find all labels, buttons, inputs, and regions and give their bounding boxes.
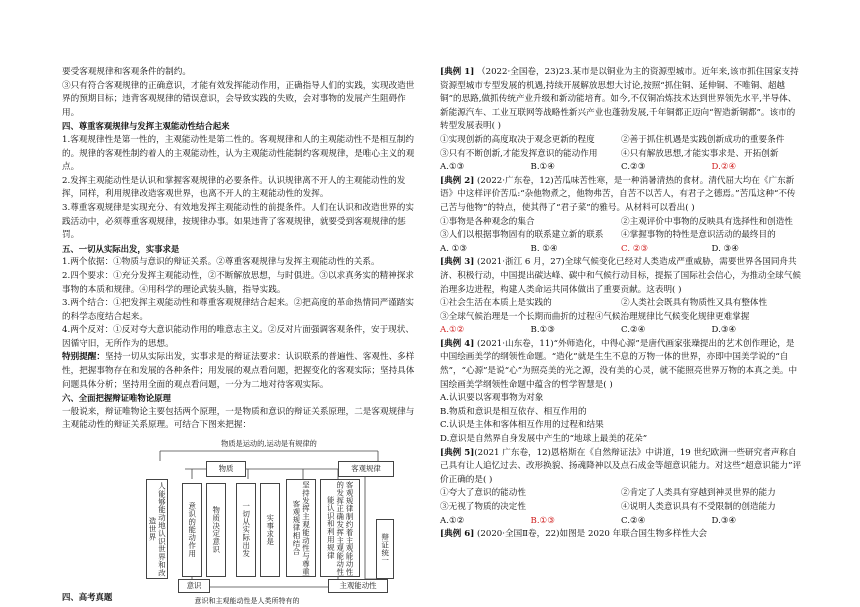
- paragraph: 要受客观规律和客观条件的制约。: [62, 67, 191, 77]
- option: ③全球气候治理是一个长期而曲折的过程④气候治理规律比气候变化规律更难掌握: [440, 311, 750, 322]
- example-label: [典例 2]: [440, 175, 475, 186]
- paragraph: 3.尊重客观规律是实现充分、有效地发挥主观能动性的前提条件。人们在认识和改造世界的实践活动中，必须尊重客观规律，按规律办事。如果违背了客观规律，就要受到客观规律的惩罚。: [62, 202, 414, 241]
- diagram-box-conscious-role: 意识的能动作用: [182, 483, 202, 577]
- section-heading: 四、高考真题: [62, 592, 113, 603]
- example-5: [440, 447, 802, 488]
- tip-paragraph: [62, 351, 422, 392]
- example-text: (2021 广东卷，12)恩格斯在《自然辩证法》中讲道，19 世纪欧洲一些研究者声称自己具有让人追忆过去、改形换貌、扬魂降神以及点石成金等超意识能力。对这些“超意识能力”评价正确的是( ): [440, 447, 802, 485]
- diagram-box-subjective: 主观能动性: [328, 579, 388, 593]
- example-6: [440, 528, 802, 542]
- answer-row: [440, 243, 802, 257]
- option-row: [440, 134, 802, 148]
- option: A.认识要以客观事物为对象: [440, 393, 544, 404]
- section-heading: 四、尊重客观规律与发挥主观能动性结合起来: [62, 121, 230, 132]
- paragraph: 2.四个要求：①充分发挥主观能动性，②不断解放思想，与时俱进。③以求真务实的精神探求事物的本质和规律。④用科学的理论武装头脑，指导实践。: [62, 270, 414, 295]
- example-text: (2020·全国Ⅱ卷，22)如图是 2020 年联合国生物多样性大会: [477, 529, 708, 540]
- diagram-box-combine: 坚持发挥主观能动性与尊重客观规律相结合: [286, 479, 316, 577]
- example-label: [典例 1]: [440, 67, 475, 77]
- choice: A.①②: [440, 515, 465, 526]
- diagram-box-law: 客观规律: [338, 461, 394, 477]
- paragraph: 1.客观规律性是第一性的，主观能动性是第二性的。客观规律和人的主观能动性不是相互制约的。规律的客观性制约着人的主观能动性，认为主观能动性能制约客观规律，是唯心主义的观点。: [62, 134, 415, 173]
- option: ④掌握事物的特性是意识活动的最终目的: [621, 230, 776, 241]
- paragraph: 2.发挥主观能动性是认识和掌握客观规律的必要条件。认识规律离不开人的主观能动性的发挥，同样，利用规律改造客观世界，也离不开人的主观能动性的发挥。: [62, 175, 406, 200]
- choice: C.②③: [621, 162, 646, 173]
- concept-diagram: [140, 439, 398, 599]
- option: C.认识是主体和客体相互作用的过程和结果: [440, 420, 604, 431]
- example-text: (2021·浙江 6 月，27)全球气候变化已经对人类造成严重威胁，需要世界各国同舟共济、积极行动，中国提出碳达峰、碳中和气候行动目标，提振了国际社会信心，为推动全球气候治理多边进程，构建人类命运共同体做出了重要贡献。这表明( ): [440, 257, 801, 295]
- correct-choice: B.①③: [530, 515, 555, 526]
- choice: D.③④: [711, 325, 737, 336]
- choice: C.②④: [621, 515, 646, 526]
- choice: B.①④: [530, 162, 555, 173]
- option: ①事物是各种观念的集合: [440, 216, 535, 227]
- example-text: (2021·山东卷，11)“外师造化，中得心源”是唐代画家张璪提出的艺术创作理论，是中国绘画美学的纲领性命题。“造化”就是生生不息的万物一体的世界，亦即中国美学说的“自然”，“心源”是说“心”为照亮美的光之源，没有美的心灵，就不能照亮世界万物的本真之美。中国绘画美学纲领性命题中蕴含的哲学智慧是( ): [440, 338, 798, 390]
- correct-choice: C. ②③: [621, 243, 649, 254]
- option: ③人们以根据事物固有的联系建立新的联系: [440, 230, 604, 241]
- answer-row: [440, 161, 802, 175]
- choice: B. ①④: [530, 243, 558, 254]
- diagram-box-decides: 物质决定意识: [206, 483, 226, 577]
- diagram-box-consciousness: 意识: [178, 579, 210, 593]
- diagram-box-matter: 物质: [206, 461, 246, 477]
- option: ④说明人类意识具有不受限制的创造能力: [621, 502, 776, 512]
- option: ③只有不断创新,才能发挥意识的能动作用: [440, 148, 598, 159]
- right-column: [440, 66, 802, 542]
- paragraph: 3.两个结合：①把发挥主观能动性和尊重客观规律结合起来。②把高度的革命热情同严谨踏实的科学态度结合起来。: [62, 298, 414, 322]
- option: ②主观评价中事物的反映具有选择性和创造性: [621, 216, 793, 227]
- example-label: [典例 4]: [440, 338, 475, 349]
- option-row: [440, 297, 802, 311]
- diagram-box-seek: 实事求是: [260, 483, 280, 577]
- option-row: [440, 487, 802, 501]
- option: ③无视了物质的决定性: [440, 502, 526, 512]
- option-row: [440, 501, 802, 515]
- option: B.物质和意识是相互依存、相互作用的: [440, 406, 587, 417]
- example-text: (2022·广东卷，12)苦瓜味苦性寒，是一种消暑清热的食材。清代屈大均在《广东新语》中这样评价苦瓜:“杂他物煮之，他物弗苦，自苦不以苦人，有君子之德焉。”苦瓜这种“不传己苦与他物”的特点，使其得了“君子菜”的雅号。从材料可以看出( ): [440, 175, 796, 213]
- example-2: [440, 175, 802, 216]
- option: ①夸大了意识的能动性: [440, 488, 526, 499]
- example-label: [典例 5]: [440, 447, 475, 458]
- diagram-box-human: 人能够能动地认识世界和改造世界: [146, 479, 168, 579]
- option: ①实现创新的高度取决于观念更新的程度: [440, 134, 595, 145]
- section-heading: 五、一切从实际出发，实事求是: [62, 243, 180, 254]
- paragraph: 1.两个依据：①物质与意识的辩证关系。②尊重客观规律与发挥主观能动性的关系。: [62, 257, 380, 268]
- option: ①社会生活在本质上是实践的: [440, 298, 552, 309]
- option: ②善于抓住机遇是实践创新成功的重要条件: [621, 134, 785, 145]
- tip-text: 坚持一切从实际出发，实事求是的辩证法要求：认识联系的普遍性、客观性、多样性，把握事物存在和发展的各种条件；用发展的观点看问题，把握变化的客观实际；坚持具体问题具体分析；坚持用全面的观点看问题，一分为二地对待客观实际。: [62, 352, 415, 390]
- option-row: [440, 229, 802, 243]
- answer-row: [440, 324, 802, 338]
- example-4: [440, 338, 802, 392]
- example-label: [典例 6]: [440, 529, 475, 540]
- example-1: [440, 66, 802, 134]
- paragraph: ③只有符合客观规律的正确意识，才能有效发挥能动作用，正确指导人们的实践，实现改造世界的预期目标；违背客观规律的错误意识，会导致实践的失败，会对事物的发展产生阻碍作用。: [62, 80, 415, 118]
- choice: C.②④: [621, 325, 646, 336]
- diagram-box-unity: 辩证统一: [376, 519, 394, 579]
- option: D.意识是自然界自身发展中产生的“地球上最美的花朵”: [440, 434, 648, 445]
- diagram-bottom-caption: 意识和主观能动性是人类所特有的: [194, 597, 300, 606]
- paragraph: 一般说来，辩证唯物论主要包括两个原理，一是物质和意识的辩证关系原理，二是客观规律与主观能动性的辩证关系原理。可结合下图来把握：: [62, 406, 415, 431]
- choice: B.①③: [530, 325, 555, 336]
- correct-choice: A.①②: [440, 325, 465, 336]
- correct-choice: D.②④: [711, 162, 737, 173]
- choice: A.①③: [440, 162, 465, 173]
- option: ②人类社会既具有物质性又具有整体性: [621, 298, 768, 309]
- section-heading: 六、全面把握辩证唯物论原理: [62, 393, 171, 404]
- example-label: [典例 3]: [440, 257, 475, 268]
- choice: D.③④: [711, 515, 737, 526]
- option-row: [440, 148, 802, 162]
- option-row: [440, 216, 802, 230]
- diagram-box-reality: 一切从实际出发: [236, 483, 256, 577]
- example-3: [440, 256, 802, 297]
- diagram-box-know: 客观规律制约着主观能动性的发挥正确发挥主观能动性能认识和利用规律: [320, 479, 360, 577]
- left-column: [62, 66, 422, 605]
- answer-row: [440, 515, 802, 529]
- option: ②肯定了人类具有穿越到神灵世界的能力: [621, 488, 776, 499]
- option: ④只有解放思想,才能实事求是、开拓创新: [621, 148, 779, 159]
- choice: D. ③④: [711, 243, 739, 254]
- example-text: （2022·全国卷，23)23.某市是以铜业为主的资源型城市。近年来,该市抓住国家支持资源型城市专型发展的机遇,持续开展解放思想大讨论,按照“抓住铜、延伸铜、不唯铜、超越铜”的思路,做抓传统产业升级和新动能培育。如今,不仅铜冶炼技术达到世界领先水平,半导体、新能源汽车、工业互联网等战略性新兴产业也蓬勃发展,千年铜都正迈向“智造新铜都”。该市的转型发展表明( ): [440, 67, 799, 132]
- paragraph: 4.两个反对：①反对夸大意识能动作用的唯意志主义。②反对片面强调客观条件，安于现状、因循守旧，无所作为的思想。: [62, 325, 414, 349]
- choice: A. ①③: [440, 243, 468, 254]
- diagram-top-caption: 物质是运动的,运动是有规律的: [221, 439, 317, 449]
- tip-label: 特别提醒：: [62, 352, 105, 363]
